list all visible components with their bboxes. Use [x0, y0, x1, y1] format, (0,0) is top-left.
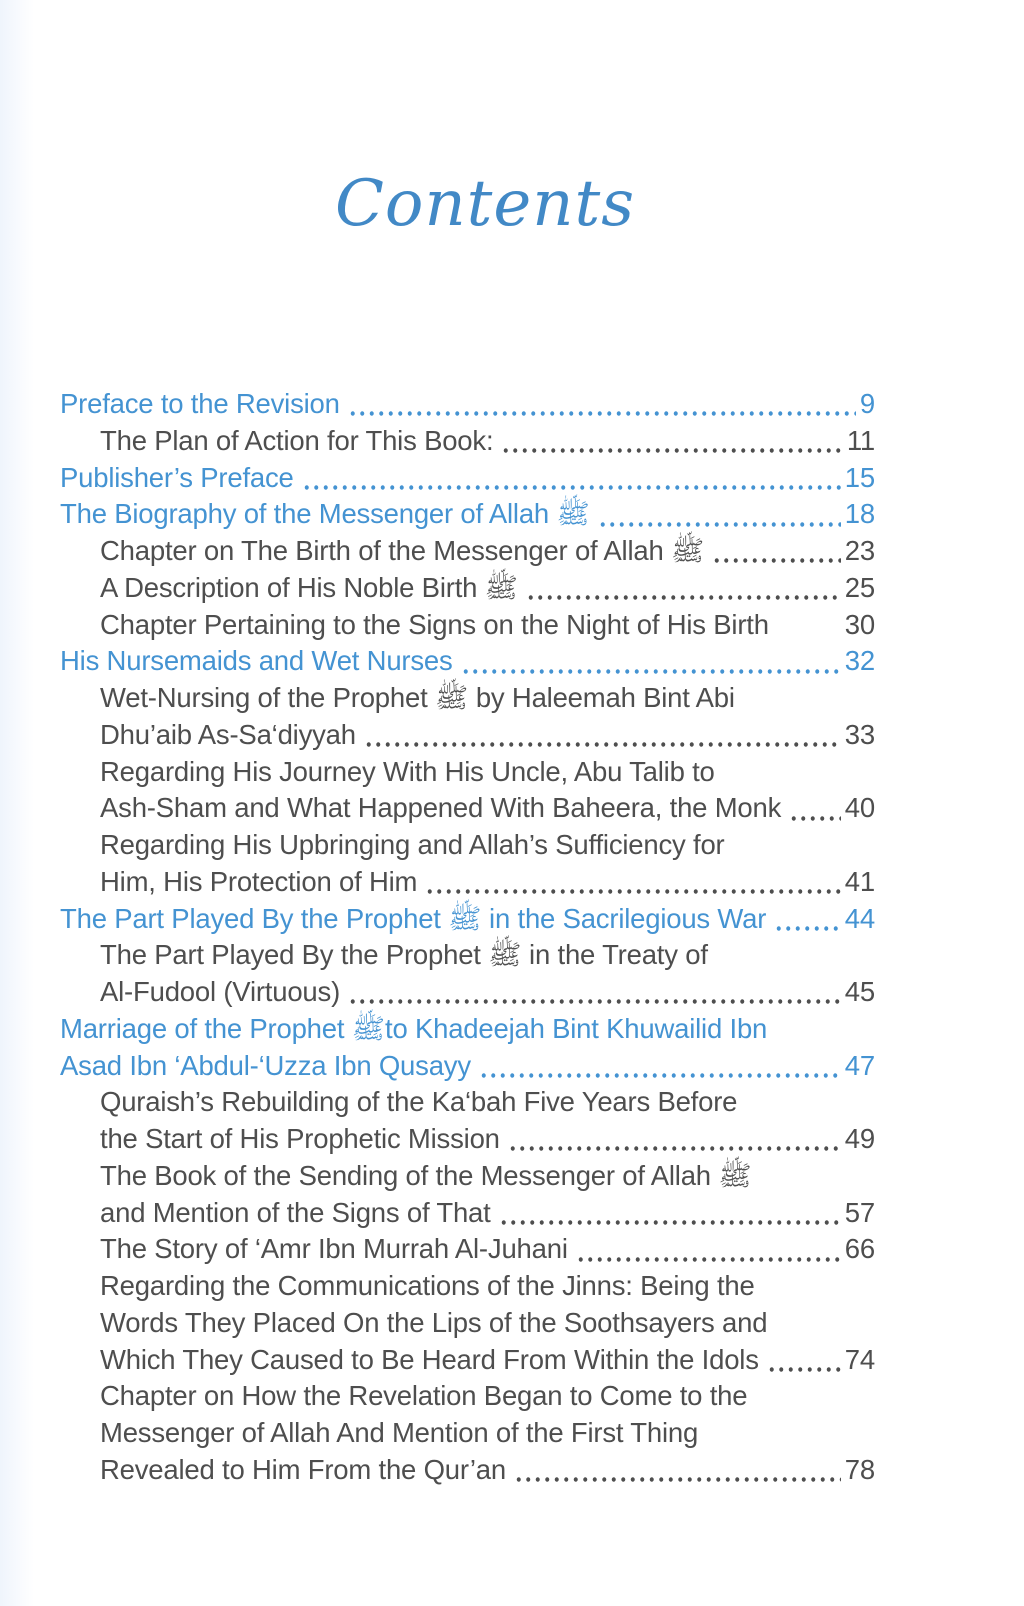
toc-entry	[60, 901, 875, 938]
toc-line-text: The Part Played By the Prophet ﷺ in the Treaty of	[100, 939, 708, 971]
dot-leader	[501, 423, 842, 460]
toc-line	[60, 1158, 875, 1195]
dot-leader	[598, 496, 841, 533]
toc-line-text: Regarding His Journey With His Uncle, Abu Talib to	[100, 755, 715, 787]
toc-entry	[60, 423, 875, 460]
toc-line-text: Publisher’s Preface	[60, 461, 294, 493]
toc-entry	[60, 827, 875, 901]
dot-leader	[576, 1231, 841, 1268]
toc-page-number: 25	[844, 571, 875, 603]
toc-line	[60, 460, 875, 497]
toc-page-number: 78	[844, 1453, 875, 1485]
toc-page-number: 40	[844, 792, 875, 824]
toc-page-number: 44	[844, 902, 875, 934]
toc-line	[60, 1305, 875, 1342]
toc-line-text: The Plan of Action for This Book:	[100, 424, 494, 456]
toc-line	[60, 1378, 875, 1415]
toc-entry	[60, 570, 875, 607]
toc-line-text: Regarding His Upbringing and Allah’s Sufficiency for	[100, 829, 725, 860]
toc-entry	[60, 1084, 875, 1158]
toc-line-text: Him, His Protection of Him	[100, 865, 418, 897]
dot-leader	[479, 1048, 841, 1085]
toc-page-number: 15	[844, 461, 875, 493]
toc-entry	[60, 680, 875, 754]
dot-leader	[425, 864, 841, 901]
dot-leader	[526, 570, 841, 607]
toc-entry	[60, 386, 875, 423]
toc-line	[60, 643, 875, 680]
dot-leader	[789, 790, 841, 827]
toc-entry	[60, 754, 875, 828]
toc-line	[60, 1011, 875, 1048]
toc-line-text: Chapter on The Birth of the Messenger of Allah ﷺ	[100, 535, 705, 566]
toc-page-number: 66	[844, 1233, 875, 1265]
toc-page-number: 74	[844, 1343, 875, 1375]
toc-line-text: Al-Fudool (Virtuous)	[100, 976, 341, 1007]
toc-line-text: Asad Ibn ‘Abdul-‘Uzza Ibn Qusayy	[60, 1049, 471, 1081]
toc-page-number: 49	[844, 1123, 875, 1154]
toc-entry	[60, 1231, 875, 1268]
toc-line	[60, 1415, 875, 1452]
dot-leader	[499, 1195, 841, 1232]
toc-line-text: The Book of the Sending of the Messenger of Allah ﷺ	[100, 1159, 752, 1191]
toc-line-text: Dhu’aib As-Sa‘diyyah	[100, 718, 356, 750]
toc-line-text: Chapter Pertaining to the Signs on the Night of His Birth	[100, 608, 769, 640]
toc-line	[60, 496, 875, 533]
toc-page-number: 11	[846, 424, 875, 456]
toc-page-number: 9	[859, 388, 875, 419]
toc-line	[60, 827, 875, 864]
dot-leader	[508, 1121, 841, 1158]
dot-leader	[774, 901, 841, 938]
toc	[60, 386, 875, 1489]
toc-line-text: Revealed to Him From the Qur’an	[100, 1453, 506, 1485]
toc-line	[60, 570, 875, 607]
toc-line-text: Marriage of the Prophet ﷺto Khadeejah Bint Khuwailid Ibn	[60, 1012, 768, 1044]
toc-line-text: Messenger of Allah And Mention of the First Thing	[100, 1417, 699, 1448]
toc-page-number: 41	[844, 865, 875, 897]
toc-entry	[60, 496, 875, 533]
toc-line-text: The Biography of the Messenger of Allah ﷺ	[60, 498, 590, 530]
toc-entry	[60, 533, 875, 570]
toc-line	[60, 1195, 875, 1232]
toc-entry	[60, 460, 875, 497]
toc-line	[60, 1084, 875, 1121]
toc-page-number: 57	[844, 1196, 875, 1228]
dot-leader	[514, 1452, 841, 1489]
toc-line	[60, 607, 875, 644]
dot-leader	[767, 1342, 841, 1379]
toc-entry	[60, 1158, 875, 1232]
toc-page-number: 33	[844, 718, 875, 750]
dot-leader	[712, 533, 841, 570]
toc-line-text: Wet-Nursing of the Prophet ﷺ by Haleemah Bint Abi	[100, 682, 735, 713]
dot-leader	[461, 643, 841, 680]
toc-line	[60, 937, 875, 974]
toc-line	[60, 901, 875, 938]
toc-entry	[60, 607, 875, 644]
toc-line-text: Regarding the Communications of the Jinns: Being the	[100, 1270, 755, 1301]
toc-entry	[60, 937, 875, 1011]
toc-page-number: 45	[844, 976, 875, 1007]
toc-line	[60, 1121, 875, 1158]
dot-leader	[364, 717, 841, 754]
dot-leader	[302, 460, 841, 497]
toc-line	[60, 754, 875, 791]
toc-line	[60, 864, 875, 901]
toc-line-text: Chapter on How the Revelation Began to Come to the	[100, 1380, 748, 1412]
page-title: Contents	[334, 167, 636, 241]
toc-line	[60, 1342, 875, 1379]
toc-page-number: 32	[844, 645, 875, 677]
dot-leader	[348, 386, 856, 423]
toc-line	[60, 1048, 875, 1085]
toc-line-text: The Story of ‘Amr Ibn Murrah Al-Juhani	[100, 1233, 568, 1265]
toc-line-text: A Description of His Noble Birth ﷺ	[100, 571, 518, 603]
toc-line	[60, 1452, 875, 1489]
toc-line-text: His Nursemaids and Wet Nurses	[60, 645, 453, 677]
dot-leader	[348, 974, 841, 1011]
toc-entry	[60, 1268, 875, 1378]
toc-line	[60, 717, 875, 754]
toc-page-number: 47	[844, 1049, 875, 1081]
toc-line	[60, 974, 875, 1011]
toc-page-number: 30	[844, 608, 875, 640]
toc-line	[60, 386, 875, 423]
toc-line	[60, 533, 875, 570]
toc-line-text: Which They Caused to Be Heard From Within the Idols	[100, 1343, 759, 1375]
toc-line	[60, 680, 875, 717]
toc-entry	[60, 1011, 875, 1085]
toc-page-number: 18	[844, 498, 875, 530]
toc-line	[60, 1268, 875, 1305]
toc-line-text: Preface to the Revision	[60, 388, 340, 419]
toc-line	[60, 790, 875, 827]
toc-line-text: Quraish’s Rebuilding of the Ka‘bah Five Years Before	[100, 1086, 738, 1118]
toc-line-text: the Start of His Prophetic Mission	[100, 1123, 500, 1154]
toc-line	[60, 1231, 875, 1268]
toc-page-number: 23	[844, 535, 875, 566]
toc-line	[60, 423, 875, 460]
toc-entry	[60, 1378, 875, 1488]
toc-line-text: and Mention of the Signs of That	[100, 1196, 491, 1228]
toc-line-text: Words They Placed On the Lips of the Soothsayers and	[100, 1306, 768, 1338]
toc-entry	[60, 643, 875, 680]
toc-line-text: The Part Played By the Prophet ﷺ in the Sacrilegious War	[60, 902, 767, 934]
toc-line-text: Ash-Sham and What Happened With Baheera, the Monk	[100, 792, 782, 824]
dot-leader	[777, 607, 841, 644]
